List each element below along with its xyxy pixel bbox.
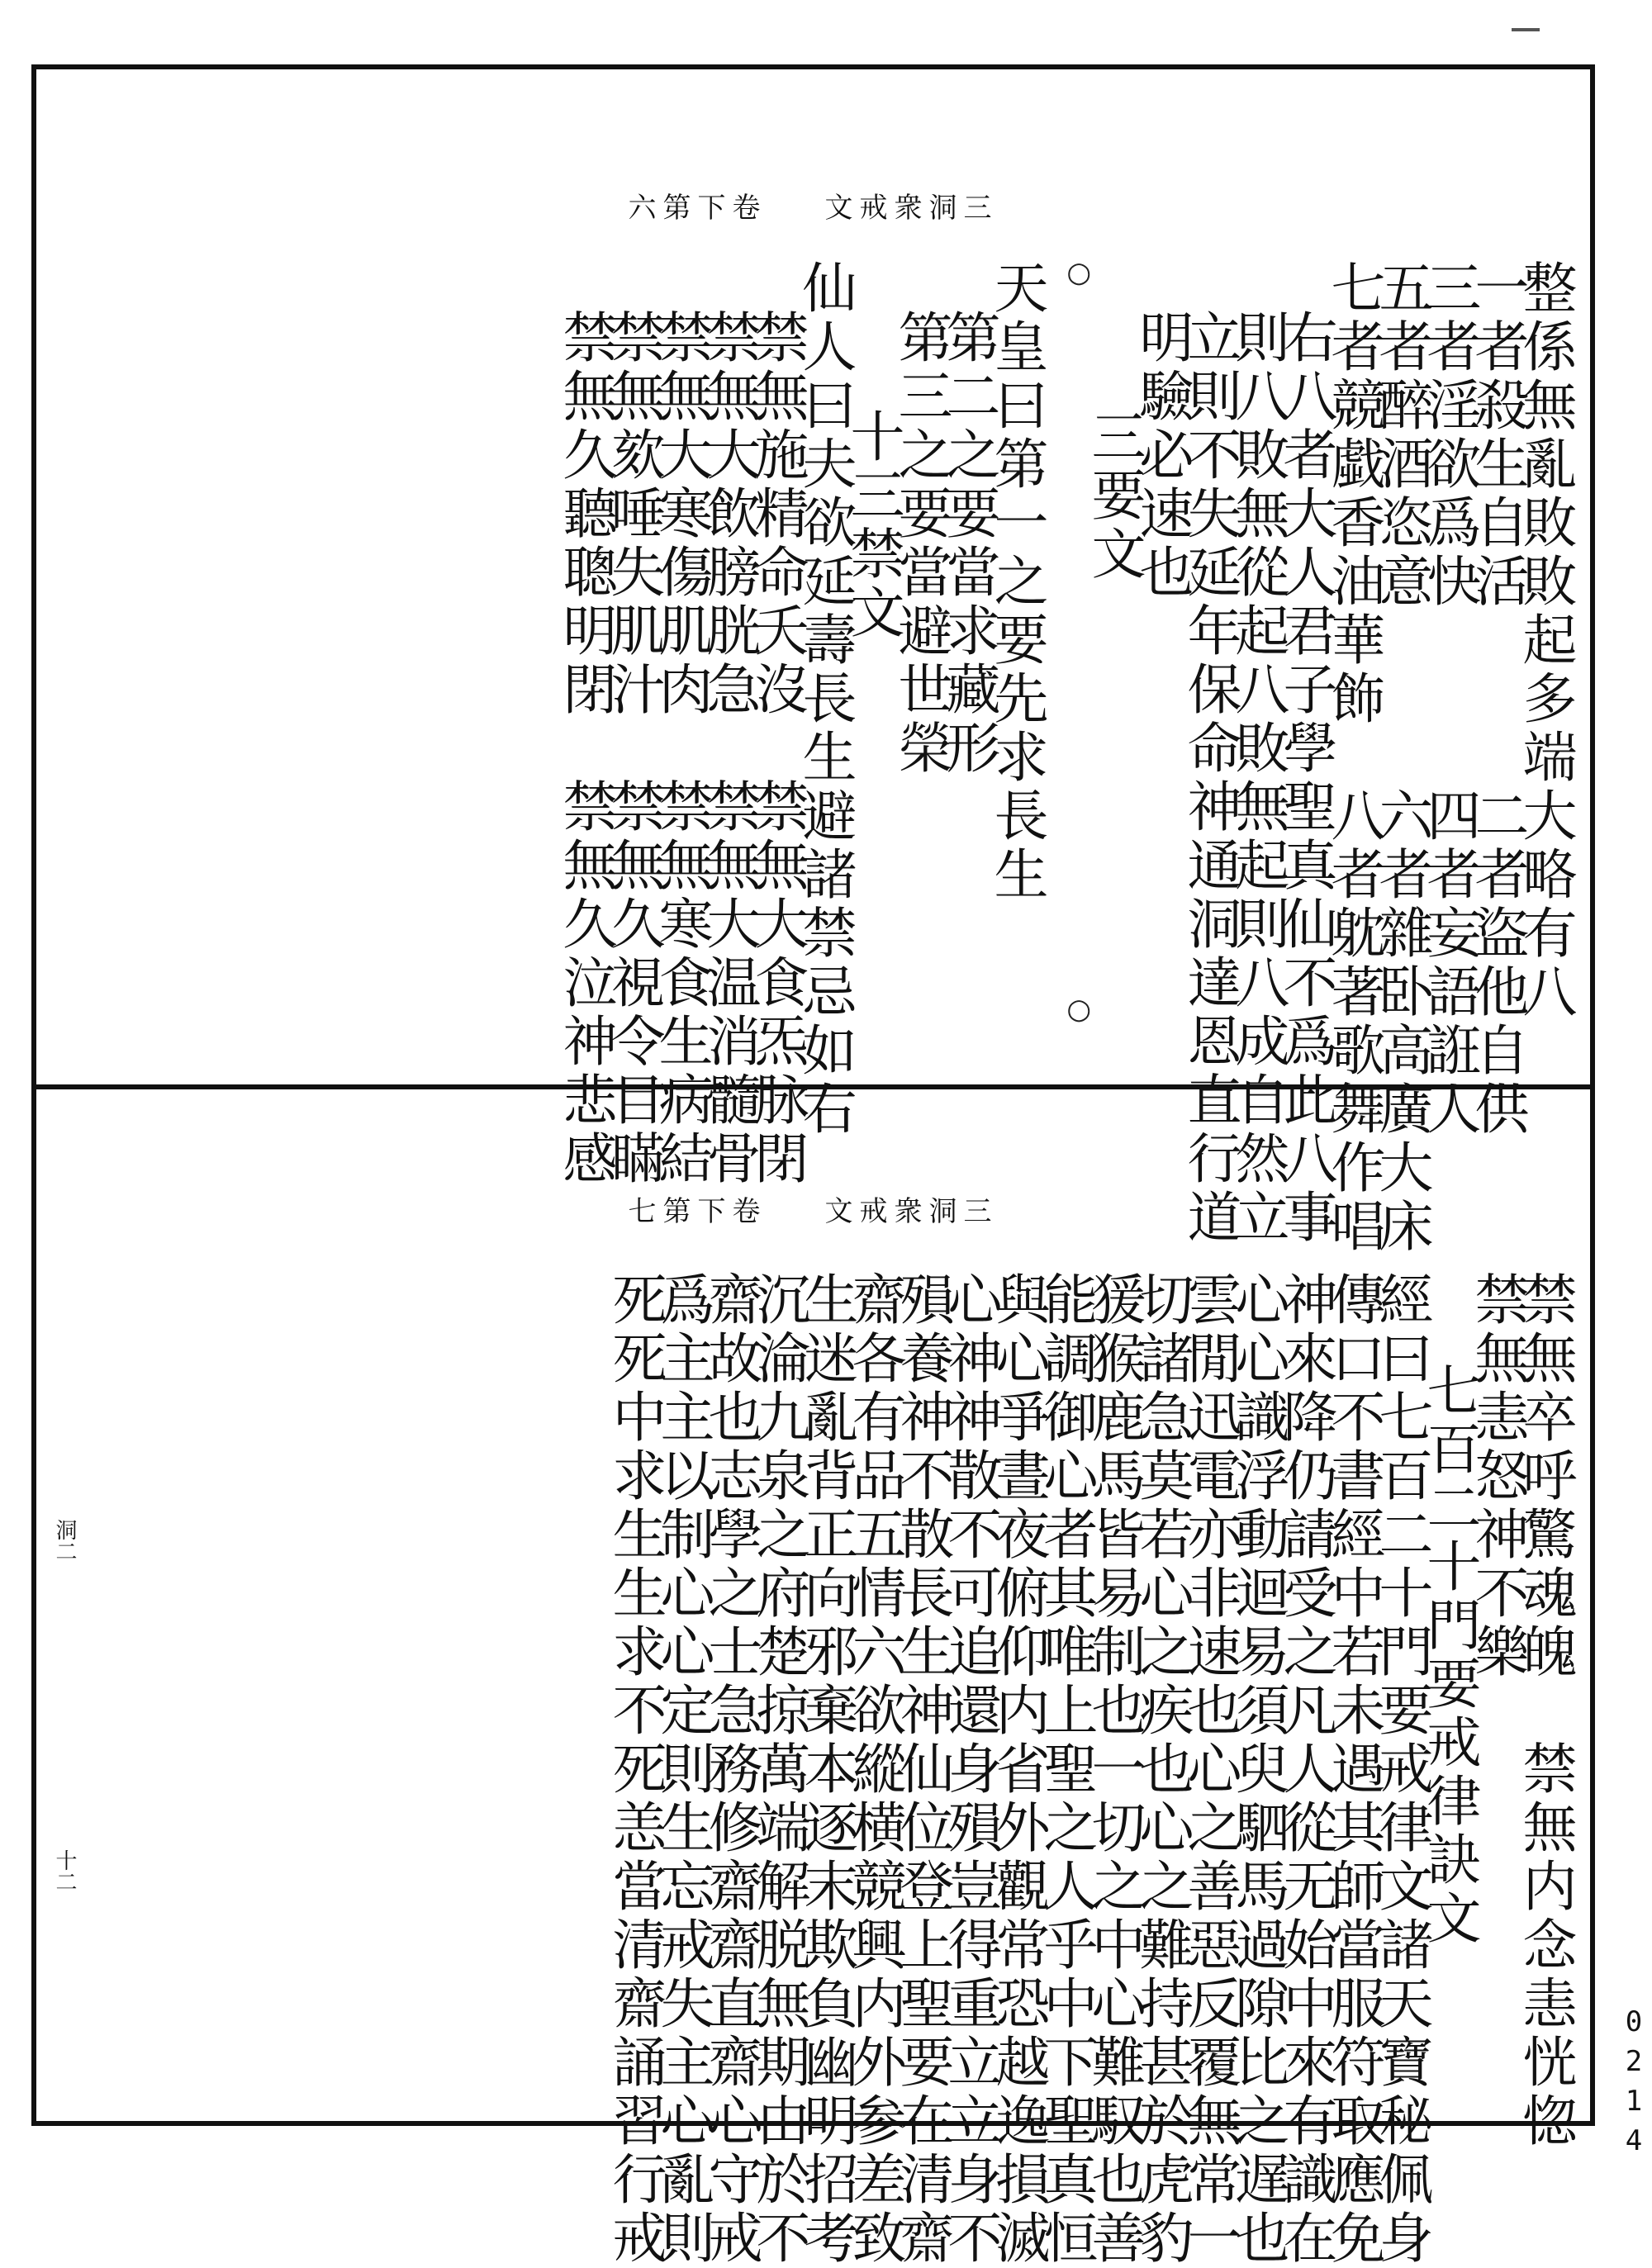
circle-marker: ○ [1066, 993, 1091, 1026]
text-column: 明驗必速也 [1130, 309, 1194, 602]
text-column: 經曰七百二十門要戒律文諸天寶秘佩身 [1370, 1271, 1433, 2268]
text-column: 爲主主以制心心定則生忘戒失主心亂則 [651, 1271, 714, 2268]
text-column: 第三之要當避世榮 [889, 309, 952, 778]
text-column: 神來降仍請受之凡人從无始中來有識在 [1274, 1271, 1337, 2268]
section-heading: 三要文 [1082, 408, 1146, 584]
text-column: 禁無施精命夭沒 禁無大食炁脉閉 [745, 309, 809, 1189]
text-column: 傳口不書經中若未遇其師當服符取應免 [1322, 1271, 1385, 2268]
running-head-bottom-right: 文戒衆洞三 [824, 1195, 999, 1228]
text-column: 禁無欬唾失肌汁 禁無久視令目瞞 [601, 309, 665, 1189]
text-column: 立則不失延年保命神通洞達恩直行道 [1178, 309, 1241, 1247]
text-column: 天皇曰第一之要先求長生 [985, 259, 1048, 904]
text-column: 禁無卒呼驚魂魄 禁無内念恚恍惚 [1513, 1271, 1577, 2151]
text-column: 整係無亂敗敗起多端大略有八 [1513, 259, 1577, 1022]
text-column: 三者淫欲爲快 四者妄語誑人 [1417, 259, 1481, 1139]
bottom-page [36, 1089, 1590, 2268]
text-column: 禁無恚怒神不樂 [1465, 1271, 1529, 1682]
text-column: 與心爭晝夜俯仰内省外觀常恐越逸損滅 [986, 1271, 1050, 2268]
page-number: 0214 [1617, 2005, 1650, 2164]
text-column: 能調御心者其唯上聖之人乎中下聖真恒 [1034, 1271, 1098, 2268]
running-head-top-right: 文戒衆洞三 [824, 192, 999, 225]
text-column: 猨猴鹿馬皆易制也一切之中心難馭也善 [1082, 1271, 1146, 2268]
text-column: 禁無久聽聰明閉 禁無久泣神悲感 [553, 309, 617, 1189]
text-column: 沉淪九泉之府楚掠萬端解脱無期由於不 [747, 1271, 810, 2268]
running-head-bottom [36, 1189, 1590, 1229]
text-column: 右八者大人君子學聖真仙不爲此八事 [1274, 309, 1337, 1247]
text-column: 切諸急莫若心之疾也心之難持甚於虎豹 [1130, 1271, 1194, 2268]
text-column: 則八敗無從起八敗無起則八成自然立 [1226, 309, 1289, 1247]
folio-label: 洞二 [52, 1519, 77, 1562]
running-head-bottom-left: 七第下卷 [628, 1195, 767, 1228]
text-column: 一者殺生自活 二者盜他自供 [1465, 259, 1529, 1139]
running-head-top [36, 185, 1590, 225]
text-column: 雲閒迅電亦非速也心之善惡反覆無常一 [1178, 1271, 1241, 2268]
text-column: 禁無大飲膀胱急 禁無大温消髓骨 [697, 309, 761, 1189]
text-column: 心神神散不可追還身殞豈得重立立身不 [938, 1271, 1002, 2268]
text-column: 生迷亂背正向邪棄本逐末欺負幽明招考 [795, 1271, 858, 2268]
text-column: 心心識浮動迴易須臾駟馬過隙比之遅也 [1226, 1271, 1289, 2268]
text-column: 七者競戱香油華飾 八者躭著歌舞作唱 [1322, 259, 1385, 1256]
text-column: 死死中求生生求不死恙當清齋誦習行戒 [603, 1271, 667, 2268]
running-head-top-left: 六第下卷 [628, 192, 767, 225]
scan-mark [1512, 28, 1540, 31]
text-column: 殞養神不散長生神仙位登上聖要在清齋 [890, 1271, 954, 2268]
text-column: 第二之要當求藏形 [937, 309, 1000, 778]
text-column: 仙人曰夫欲延壽長生避諸禁忌如右 [793, 259, 857, 1139]
text-column: 禁無大寒傷肌肉 禁無寒食生病結 [649, 309, 713, 1189]
section-heading: 七百二十門要戒律訣文 [1417, 1362, 1481, 1948]
text-column: 五者醉酒恣意 六者雜卧高廣大床 [1370, 259, 1433, 1256]
section-heading: 十三禁文 [841, 408, 904, 643]
text-column: 齋各有品五情六欲縱横競興内外参差致 [843, 1271, 906, 2268]
text-column: 齋故也志學之士急務修齋齋直齋心守戒 [699, 1271, 762, 2268]
circle-marker: ○ [1066, 256, 1091, 289]
folio-number: 十二 [52, 1849, 77, 1892]
